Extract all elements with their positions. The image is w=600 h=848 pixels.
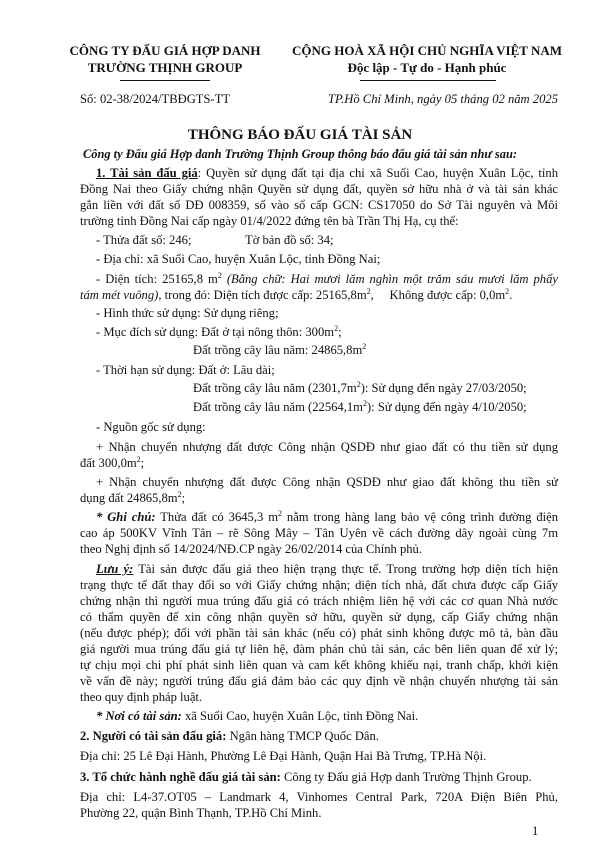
nation-line2: Độc lập - Tự do - Hạnh phúc xyxy=(347,60,507,75)
caution-line4: có thẩm quyền để xin công nhận quyền sở hữu, quyền sử dụng, cấp Giấy chứng nhận xyxy=(80,610,558,624)
caution-line2: trạng thực tế đất thay đổi so với Giấy chứng nhận; diện tích nhà, đất chưa được cấp Giấy xyxy=(80,578,558,592)
section2-owner: 2. Người có tài sản đấu giá: Ngân hàng TMCP Quốc Dân. xyxy=(80,729,379,743)
land-area-line2: tám mét vuông), trong đó: Diện tích được cấp: $25165,8m^2$, Không được cấp: $0,0m^2$. xyxy=(80,286,513,302)
use-term-3: Đất trồng cây lâu năm $(22564,1m^2)$: Sử dụng đến ngày 4/10/2050; xyxy=(193,398,527,414)
section2-heading: 2. Người có tài sản đấu giá: xyxy=(80,729,227,743)
page-number: 1 xyxy=(532,824,539,838)
section1-intro-line3: gắn liền với đất số DĐ 008359, số vào sổ cấp GCN: CS17050 do Sở Tài nguyên và Môi xyxy=(80,198,558,212)
place-date: TP.Hồ Chí Minh, ngày 05 tháng 02 năm 2025 xyxy=(328,92,558,106)
caution-line1: Lưu ý: Tài sản được đấu giá theo hiện trạng thực tế. Trong trường hợp diện tích hiện xyxy=(96,562,558,576)
org-underline xyxy=(120,80,210,81)
origin-item2-line2: dụng đất $24865,8m^2$; xyxy=(80,489,186,505)
note-line3: theo Nghị định số 14/2024/NĐ.CP ngày 26/02/2014 của Chính phủ. xyxy=(80,542,423,556)
section1-heading: 1. Tài sản đấu giá xyxy=(96,166,198,180)
org-name-line1: CÔNG TY ĐẤU GIÁ HỢP DANH xyxy=(69,43,261,58)
caution-line9: theo quy định pháp luật. xyxy=(80,690,203,704)
use-form: - Hình thức sử dụng: Sử dụng riêng; xyxy=(96,306,279,320)
plot-number: - Thửa đất số: 246; xyxy=(96,233,192,247)
origin-item2-line1: + Nhận chuyển nhượng đất được Công nhận QSDĐ như giao đất không thu tiền sử xyxy=(96,475,558,489)
section2-address: Địa chỉ: 25 Lê Đại Hành, Phường Lê Đại Hành, Quận Hai Bà Trưng, TP.Hà Nội. xyxy=(80,749,487,763)
note-line1: * Ghi chú: Thửa đất có 3645,3 $m^2$ nằm trong hàng lang bảo vệ công trình đường điện xyxy=(96,508,559,524)
section1-intro-line4: trường tỉnh Đồng Nai cấp ngày 01/4/2022 đứng tên bà Trần Thị Hạ, cụ thể: xyxy=(80,214,459,228)
use-term-2: Đất trồng cây lâu năm $(2301,7m^2)$: Sử dụng đến ngày 27/03/2050; xyxy=(193,379,527,395)
caution-line8: về vấn đề này; người trúng đấu giá đảm bảo các quy định về nhận chuyển nhượng tài sản xyxy=(80,674,558,688)
motto-underline xyxy=(360,80,496,81)
use-term: - Thời hạn sử dụng: Đất ở: Lâu dài; xyxy=(96,363,275,377)
use-purpose-2: Đất trồng cây lâu năm: $24865,8m^2$ xyxy=(193,341,367,357)
section3-address-line1: Địa chỉ: L4-37.OT05 – Landmark 4, Vinhomes Central Park, 720A Điện Biên Phủ, xyxy=(80,790,558,804)
caution-line7: tự chịu mọi chi phí phát sinh liên quan và cam kết không khiếu nại, tranh chấp, khởi kiện xyxy=(80,658,558,672)
document-title: THÔNG BÁO ĐẤU GIÁ TÀI SẢN xyxy=(187,127,413,143)
section1-intro-line1: 1. Tài sản đấu giá: Quyền sử dụng đất tại địa chỉ xã Suối Cao, huyện Xuân Lộc, tỉnh xyxy=(96,166,558,180)
document-subtitle: Công ty Đấu giá Hợp danh Trường Thịnh Group thông báo đấu giá tài sản như sau: xyxy=(83,147,517,161)
section3-address-line2: Phường 22, quận Bình Thạnh, TP.Hồ Chí Minh. xyxy=(80,806,322,820)
section1-intro-line2: Đồng Nai theo Giấy chứng nhận Quyền sử dụng đất, quyền sở hữu nhà ở và tài sản khác xyxy=(80,182,558,196)
origin-item1-line1: + Nhận chuyển nhượng đất được Công nhận QSDĐ như giao đất có thu tiền sử dụng xyxy=(96,440,558,454)
note-line2: cao áp 500KV Vĩnh Tân – rẽ Sông Mây – Tân Uyên về cách đường dây ngoài cùng 7m xyxy=(80,526,558,540)
caution-line3: chứng nhận thì người mua trúng đấu giá có trách nhiệm liên hệ với các cơ quan Nhà nước xyxy=(80,594,558,608)
caution-line6: giá người mua trúng đấu giá tự liên hệ, đàm phán chủ tài sản, các bên liên quan để xử lý; xyxy=(80,642,558,656)
origin-item1-line2: đất $300,0m^2$; xyxy=(80,454,145,470)
asset-location: * Nơi có tài sản: xã Suối Cao, huyện Xuân Lộc, tỉnh Đồng Nai. xyxy=(96,709,419,723)
document-number: Số: 02-38/2024/TBĐGTS-TT xyxy=(80,92,231,106)
section3-organization: 3. Tổ chức hành nghề đấu giá tài sản: Công ty Đấu giá Hợp danh Trường Thịnh Group. xyxy=(80,770,532,784)
land-address: - Địa chỉ: xã Suối Cao, huyện Xuân Lộc, tỉnh Đồng Nai; xyxy=(96,252,381,266)
land-area-line1: - Diện tích: 25165,8 $m^2$ (Bằng chữ: Hai mươi lăm nghìn một trăm sáu mươi lăm phẩy xyxy=(96,270,558,286)
use-purpose: - Mục đích sử dụng: Đất ở tại nông thôn: $300m^2$; xyxy=(96,323,342,339)
org-name-line2: TRƯỜNG THỊNH GROUP xyxy=(87,60,243,75)
map-number: Tờ bản đồ số: 34; xyxy=(245,233,334,247)
nation-line1: CỘNG HOÀ XÃ HỘI CHỦ NGHĨA VIỆT NAM xyxy=(291,43,563,58)
land-origin: - Nguồn gốc sử dụng: xyxy=(96,420,206,434)
caution-line5: (nếu được phép); đối với phần tài sản khác (nếu có) phát sinh không được mô tả, bàn đầu xyxy=(80,626,558,640)
caution-label: Lưu ý: xyxy=(96,562,134,576)
section3-heading: 3. Tổ chức hành nghề đấu giá tài sản: xyxy=(80,770,281,784)
